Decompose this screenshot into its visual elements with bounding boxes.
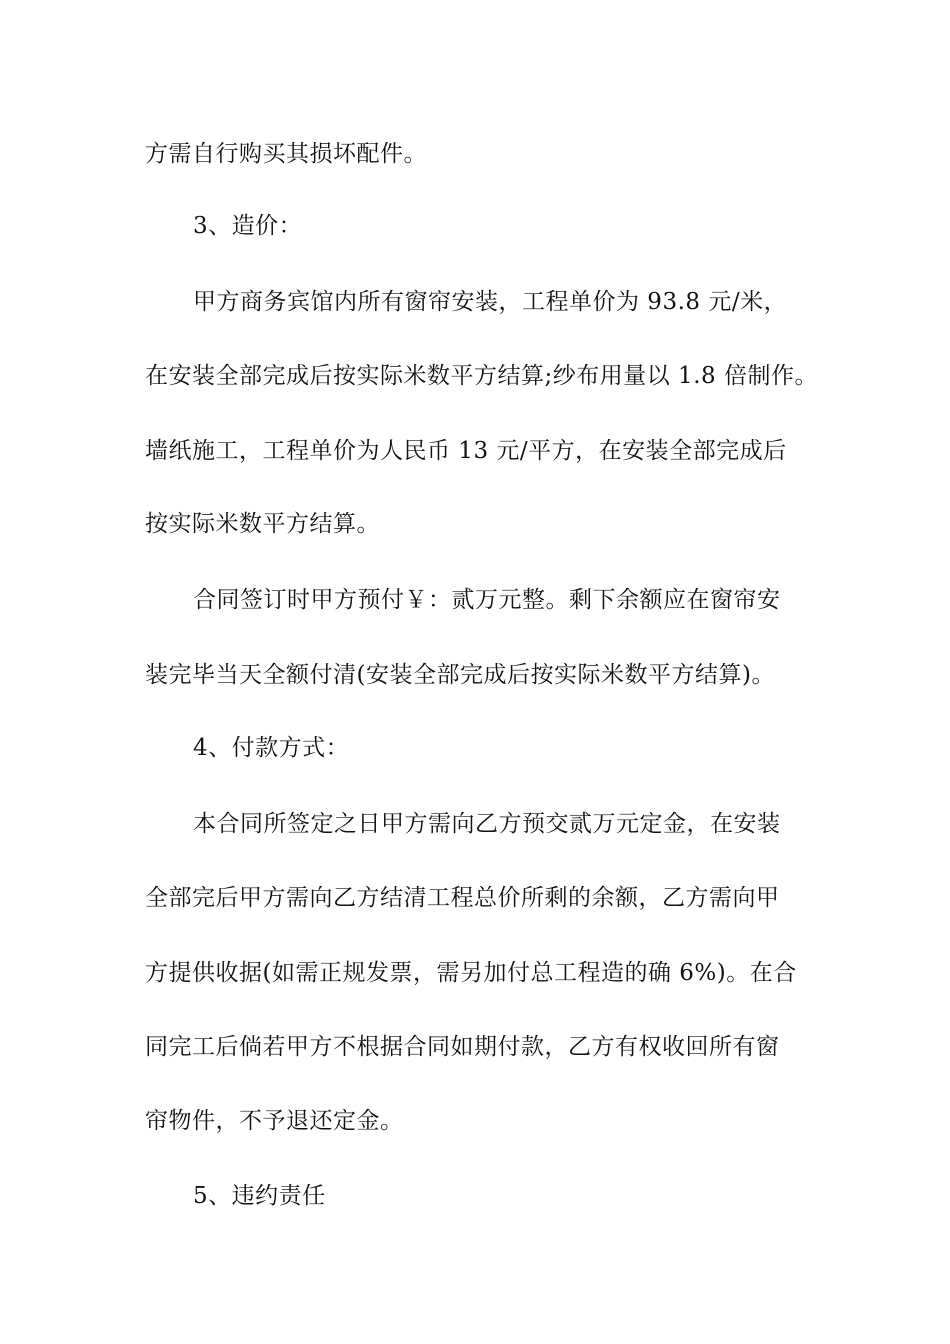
text-line: 方提供收据(如需正规发票，需另加付总工程造的确 6%)。在合 xyxy=(145,960,797,986)
section-heading-breach: 5、违约责任 xyxy=(193,1183,326,1209)
text-line: 合同签订时甲方预付￥：贰万元整。剩下余额应在窗帘安 xyxy=(193,587,781,613)
section-heading-price: 3、造价： xyxy=(193,213,303,239)
text-line: 按实际米数平方结算。 xyxy=(145,511,380,537)
text-line: 甲方商务宾馆内所有窗帘安装，工程单价为 93.8 元/米， xyxy=(193,289,788,315)
text-line: 在安装全部完成后按实际米数平方结算;纱布用量以 1.8 倍制作。 xyxy=(145,363,818,389)
text-line: 墙纸施工，工程单价为人民币 13 元/平方，在安装全部完成后 xyxy=(145,438,787,464)
text-line: 装完毕当天全额付清(安装全部完成后按实际米数平方结算)。 xyxy=(145,662,775,688)
text-line: 同完工后倘若甲方不根据合同如期付款，乙方有权收回所有窗 xyxy=(145,1034,780,1060)
text-line: 方需自行购买其损坏配件。 xyxy=(145,141,427,167)
section-heading-payment: 4、付款方式： xyxy=(193,735,350,761)
text-line: 本合同所签定之日甲方需向乙方预交贰万元定金，在安装 xyxy=(193,811,781,837)
text-line: 全部完后甲方需向乙方结清工程总价所剩的余额，乙方需向甲 xyxy=(145,885,780,911)
text-line: 帘物件，不予退还定金。 xyxy=(145,1108,404,1134)
